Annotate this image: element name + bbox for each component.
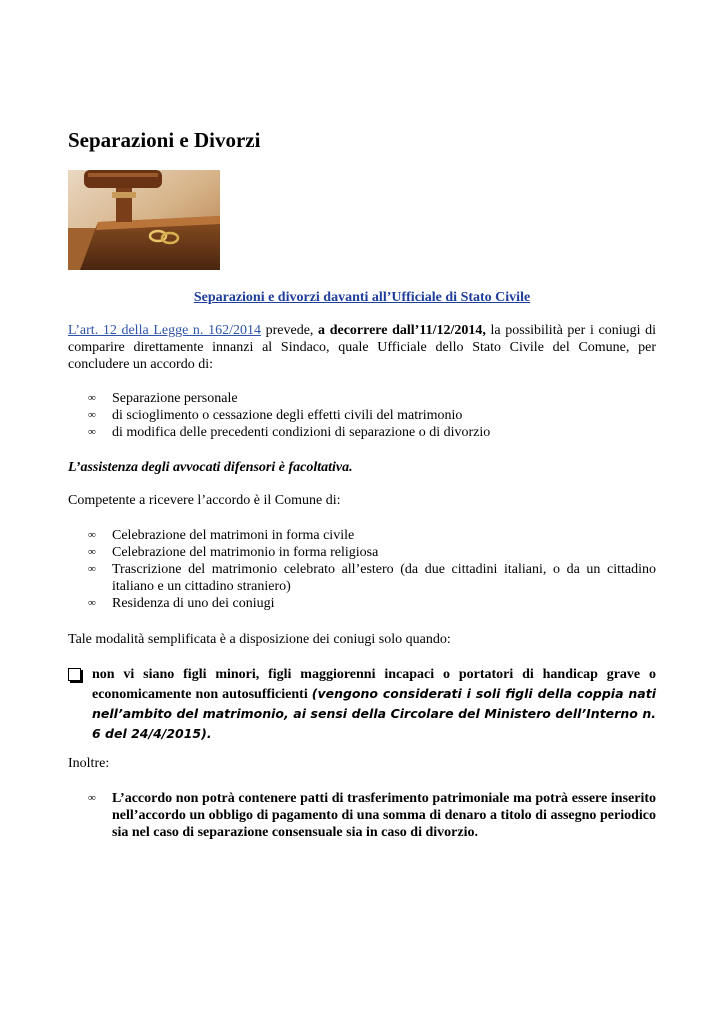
page-title: Separazioni e Divorzi [68, 128, 261, 152]
list-item: ∞ Celebrazione del matrimoni in forma civile [88, 528, 355, 543]
law-link[interactable]: L’art. 12 della Legge n. 162/2014 [68, 323, 261, 338]
list-item: ∞ Separazione personale [88, 391, 238, 406]
assistenza-note: L’assistenza degli avvocati difensori è facoltativa. [68, 460, 353, 475]
competente-paragraph: Competente a ricevere l’accordo è il Comune di: [68, 493, 341, 508]
list-item: ∞ L’accordo non potrà contenere patti di trasferimento patrimoniale ma potrà essere inserito nell’accordo un obbligo di pagamento di una somma di denaro a titolo di assegno periodico sia nel caso di separazione consensuale sia in caso di divorzio. [88, 791, 656, 840]
final-list [88, 790, 656, 841]
list-item: ∞ Residenza di uno dei coniugi [88, 596, 275, 611]
list-item: ∞ di modifica delle precedenti condizioni di separazione o di divorzio [88, 425, 491, 440]
gavel-rings-photo [68, 170, 220, 270]
list-item: ∞ Trascrizione del matrimonio celebrato all’estero (da due cittadini italiani, o da un cittadino italiano e un cittadino straniero) [88, 562, 656, 594]
accordo-list [88, 390, 656, 441]
infinity-bullet-icon: ∞ [88, 529, 96, 541]
section-subtitle: Separazioni e divorzi davanti all’Ufficiale di Stato Civile [193, 290, 531, 305]
condition-item: non vi siano figli minori, figli maggiorenni incapaci o portatori di handicap grave o economicamente non autosufficienti (vengono considerati i soli figli della coppia nati nell’ambito del matrimonio, ai sensi della Circolare del Ministero dell’Interno n. 6 del 24/4/2015). [68, 665, 656, 744]
inoltre-label: Inoltre: [68, 756, 110, 771]
list-item: ∞ Celebrazione del matrimonio in forma religiosa [88, 545, 379, 560]
infinity-bullet-icon: ∞ [88, 597, 96, 609]
infinity-bullet-icon: ∞ [88, 392, 96, 404]
infinity-bullet-icon: ∞ [88, 426, 96, 438]
infinity-bullet-icon: ∞ [88, 792, 96, 804]
intro-paragraph: L’art. 12 della Legge n. 162/2014 prevede, a decorrere dall’11/12/2014, la possibilità per i coniugi di comparire direttamente innanzi al Sindaco, quale Ufficiale dello Stato Civile del Comune, per concludere un accordo di: [68, 323, 657, 372]
comune-list [88, 527, 656, 612]
infinity-bullet-icon: ∞ [88, 546, 96, 558]
checkbox-icon [68, 668, 81, 681]
list-item: ∞ di scioglimento o cessazione degli effetti civili del matrimonio [88, 408, 463, 423]
infinity-bullet-icon: ∞ [88, 409, 96, 421]
infinity-bullet-icon: ∞ [88, 563, 96, 575]
modalita-paragraph: Tale modalità semplificata è a disposizione dei coniugi solo quando: [68, 632, 451, 647]
